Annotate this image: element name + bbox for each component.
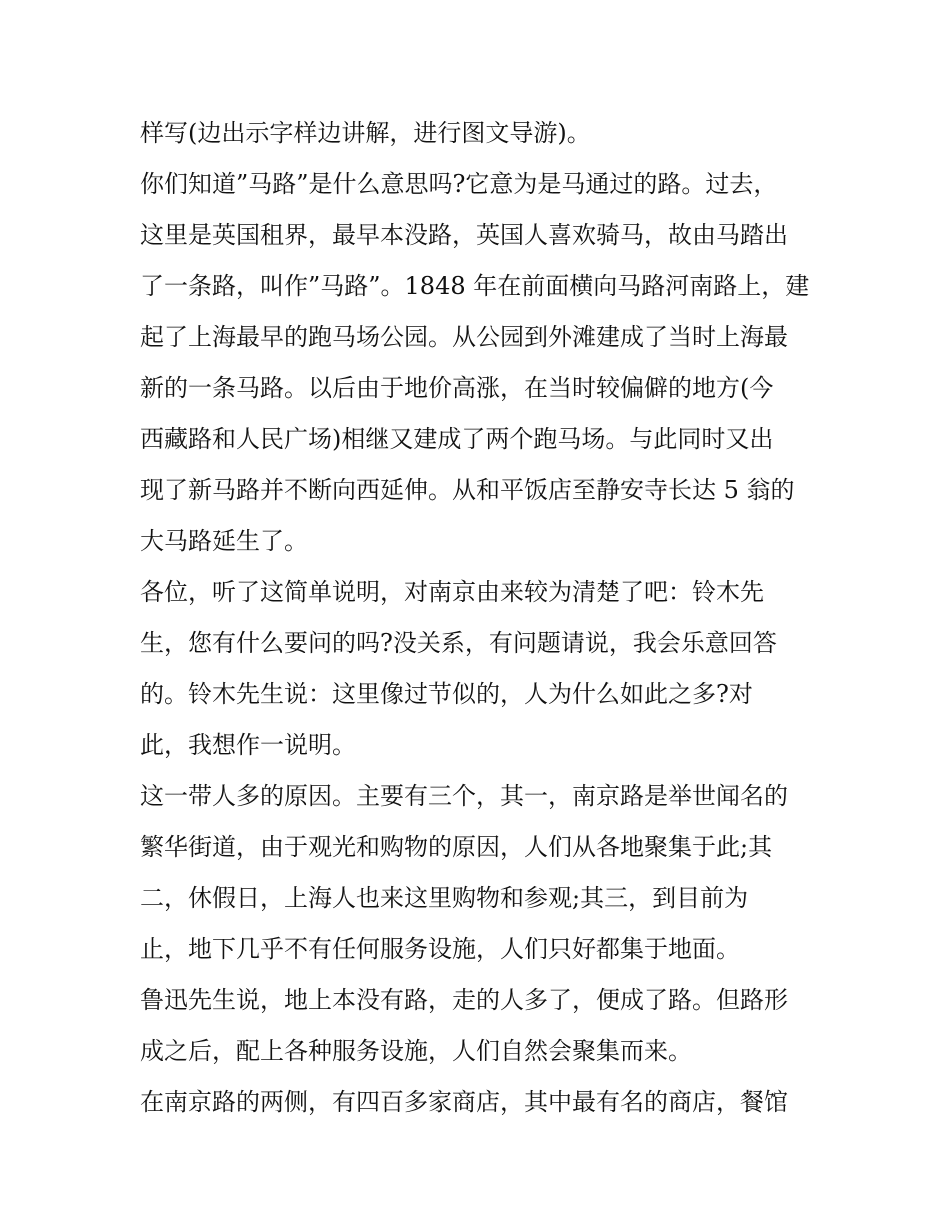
text-line: 此，我想作一说明。: [140, 731, 356, 759]
text-line: 二，休假日，上海人也来这里购物和参观;其三，到目前为: [140, 884, 749, 912]
document-body: [140, 108, 820, 1128]
text-line: 样写(边出示字样边讲解，进行图文导游)。: [140, 119, 591, 147]
text-line: 这一带人多的原因。主要有三个，其一，南京路是举世闻名的: [140, 782, 788, 810]
text-line: 新的一条马路。以后由于地价高涨，在当时较偏僻的地方(今: [140, 374, 774, 402]
text-line: 现了新马路并不断向西延伸。从和平饭店至静安寺长达 5 翁的: [140, 476, 795, 504]
text-line: 这里是英国租界，最早本没路，英国人喜欢骑马，故由马踏出: [140, 221, 788, 249]
text-line: 在南京路的两侧，有四百多家商店，其中最有名的商店，餐馆: [140, 1088, 788, 1116]
text-line: 各位，听了这简单说明，对南京由来较为清楚了吧：铃木先: [140, 578, 764, 606]
text-line: 了一条路，叫作”马路”。1848 年在前面横向马路河南路上，建: [140, 272, 810, 300]
text-line: 成之后，配上各种服务设施，人们自然会聚集而来。: [140, 1037, 692, 1065]
text-line: 鲁迅先生说，地上本没有路，走的人多了，便成了路。但路形: [140, 986, 788, 1014]
text-line: 的。铃木先生说：这里像过节似的，人为什么如此之多?对: [140, 680, 753, 708]
text-line: 生，您有什么要问的吗?没关系，有问题请说，我会乐意回答: [140, 629, 777, 657]
text-line: 你们知道”马路”是什么意思吗?它意为是马通过的路。过去，: [140, 170, 778, 198]
text-line: 止，地下几乎不有任何服务设施，人们只好都集于地面。: [140, 935, 740, 963]
text-line: 西藏路和人民广场)相继又建成了两个跑马场。与此同时又出: [140, 425, 774, 453]
text-line: 大马路延生了。: [140, 527, 308, 555]
text-line: 起了上海最早的跑马场公园。从公园到外滩建成了当时上海最: [140, 323, 788, 351]
text-line: 繁华街道，由于观光和购物的原因，人们从各地聚集于此;其: [140, 833, 773, 861]
